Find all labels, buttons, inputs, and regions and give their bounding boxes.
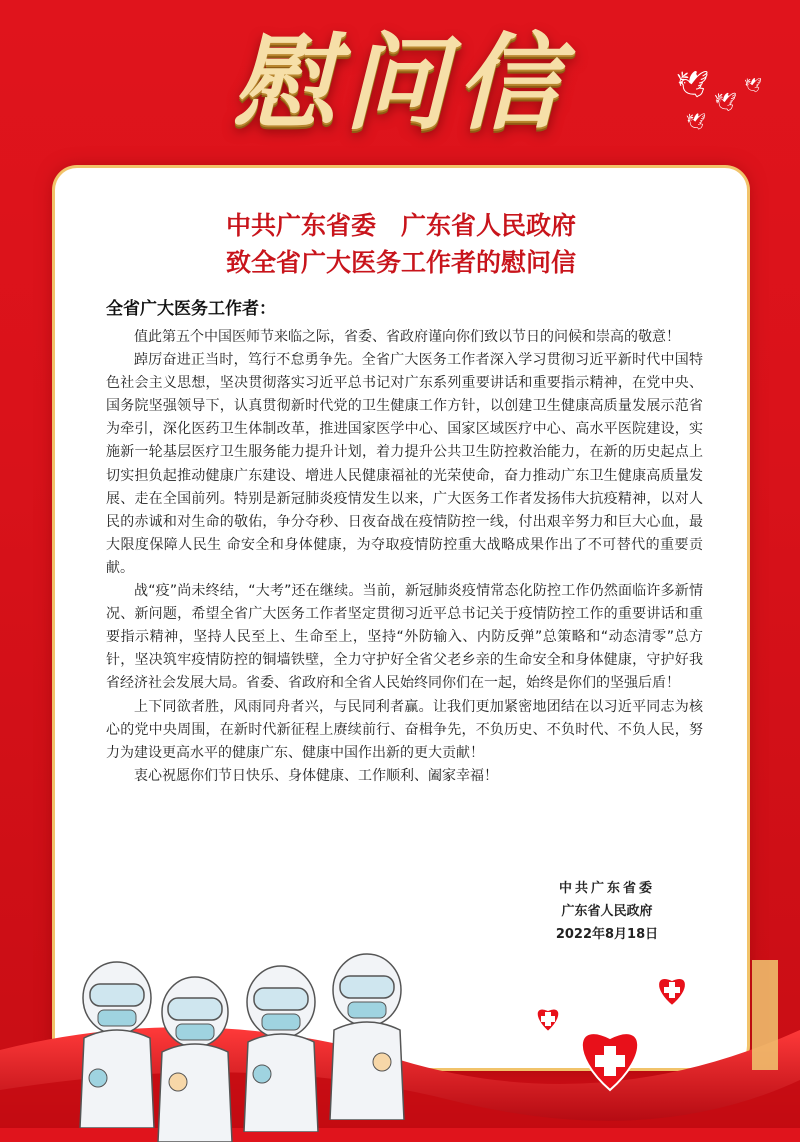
letter-paragraph: 上下同欲者胜，风雨同舟者兴，与民同利者赢。让我们更加紧密地团结在以习近平同志为核心的党中央周围，在新时代新征程上赓续前行、奋楫争先，不负历史、不负时代、不负人民，努力为建设更高水平的健康广东、健康中国作出新的更大贡献！: [106, 698, 703, 761]
doctor-figure-icon: [328, 950, 406, 1120]
doctor-figure-icon: [156, 972, 234, 1142]
letter-paragraph: 战“疫”尚未终结，“大考”还在继续。当前，新冠肺炎疫情常态化防控工作仍然面临许多新情况、新问题，希望全省广大医务工作者坚定贯彻习近平总书记关于疫情防控工作的重要讲话和重要指示精神，坚持人民至上、生命至上，坚持“外防输入、内防反弹”总策略和“动态清零”总方针，坚决筑牢疫情防控的铜墙铁壁，全力守护好全省父老乡亲的生命安全和身体健康，守护好我省经济社会发展大局。省委、省政府和全省人民始终同你们在一起，始终是你们的坚强后盾！: [106, 583, 703, 692]
banner-title: 慰问信: [231, 21, 568, 144]
letter-paragraph: 踔厉奋进正当时，笃行不怠勇争先。全省广大医务工作者深入学习贯彻习近平新时代中国特色社会主义思想，坚决贯彻落实习近平总书记对广东系列重要讲话和重要指示精神，在党中央、国务院坚强领导下，认真贯彻新时代党的卫生健康工作方针，以创建卫生健康高质量发展示范省为牵引，深化医药卫生体制改革，推进国家医学中心、国家区域医疗中心、高水平医院建设，实施新一轮基层医疗卫生服务能力提升计划，着力提升公共卫生防控救治能力，在新的历史起点上切实担负起推动健康广东建设、增进人民健康福祉的光荣使命，奋力推动广东卫生健康高质量发展、走在全国前列。特别是新冠肺炎疫情发生以来，广大医务工作者发扬伟大抗疫精神，以对人民的赤诚和对生命的敬佑，争分夺秒、日夜奋战在疫情防控一线，付出艰辛努力和巨大心血，最大限度保障人民生 命安全和身体健康，为夺取疫情防控重大战略成果作出了不可替代的重要贡献。: [106, 352, 703, 576]
letter-salutation: 全省广大医务工作者：: [106, 299, 276, 319]
letter-paragraph: 衷心祝愿你们节日快乐、身体健康、工作顺利、阖家幸福！: [134, 767, 498, 784]
signature-org1: 中共广东省委: [558, 881, 655, 896]
letter-heading-line1: 中共广东省委 广东省人民政府: [225, 211, 576, 240]
signature-date: 2022年8月18日: [555, 927, 659, 942]
dove-icon: 🕊: [686, 112, 707, 131]
dove-icon: 🕊: [676, 70, 710, 100]
dove-icon: 🕊: [714, 92, 737, 113]
doctor-figure-icon: [242, 962, 320, 1132]
letter-heading-line2: 致全省广大医务工作者的慰问信: [225, 248, 576, 277]
letter-paper: [55, 168, 747, 1068]
letter-signature: [517, 877, 697, 946]
dove-icon: 🕊: [744, 78, 762, 94]
signature-org2: 广东省人民政府: [561, 904, 653, 919]
heart-cross-icon: [658, 978, 686, 1006]
letter-paragraph: 值此第五个中国医师节来临之际，省委、省政府谨向你们致以节日的问候和崇高的敬意！: [134, 329, 680, 345]
heart-cross-icon: [537, 1009, 560, 1032]
doctor-figure-icon: [78, 958, 156, 1128]
letter-body: [106, 326, 703, 788]
